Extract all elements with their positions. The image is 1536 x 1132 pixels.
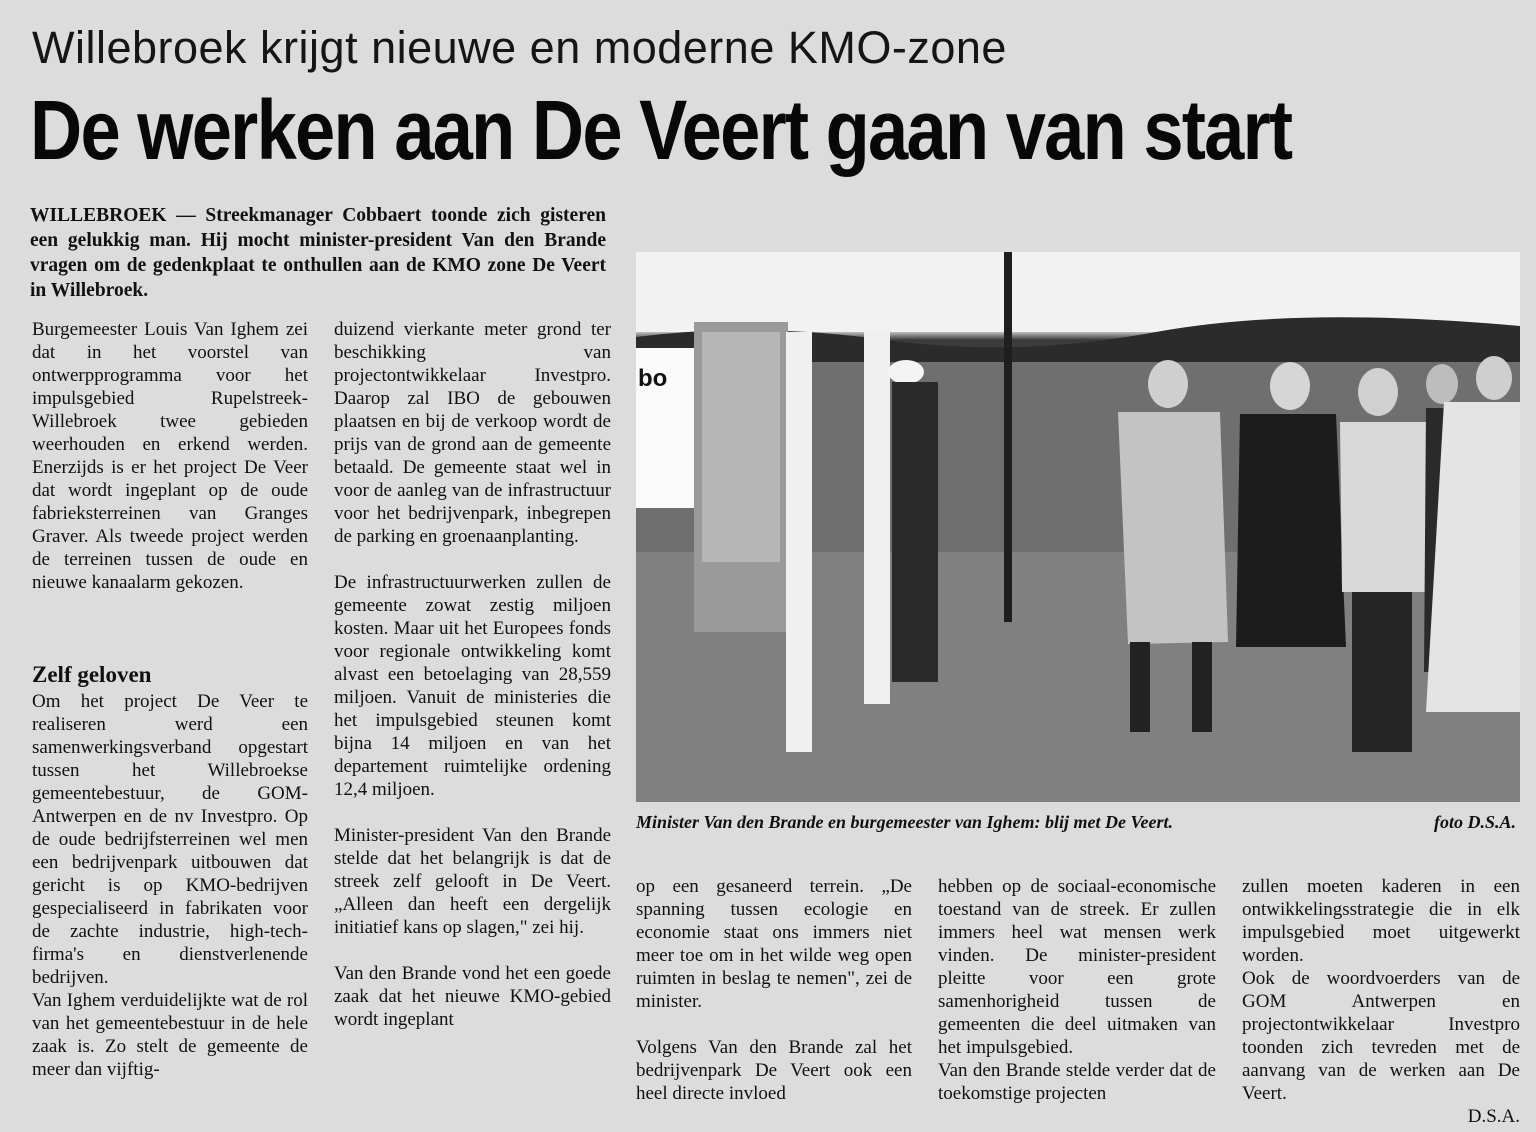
column-2	[334, 318, 611, 1031]
paragraph: Burgemeester Louis Van Ighem zei dat in het voorstel van ontwerpprogramma voor het impulsgebied Rupelstreek-Willebroek twee gebieden weerhouden en erkend werden. Enerzijds is er het project De Veer dat wordt ingeplant op de oude fabrieksterreinen van Granges Graver. Als tweede project werden de terreinen tussen de oude en nieuwe kanaalarm gekozen.	[32, 319, 308, 593]
kicker: Willebroek krijgt nieuwe en moderne KMO-zone	[32, 22, 1007, 73]
paragraph: De infrastructuurwerken zullen de gemeente zowat zestig miljoen kosten. Maar uit het Europees fonds voor regionale ontwikkeling komt alvast een betoelaging van 28,559 miljoen. Vanuit de ministeries die het impulsgebied steunen komt bijna 14 miljoen en van het departement ruimtelijke ordening 12,4 miljoen.	[334, 572, 611, 800]
paragraph: Minister-president Van den Brande stelde dat het belangrijk is dat de streek zelf gelooft in De Veert. „Alleen dan heeft een dergelijk initiatief kans op slagen," zei hij.	[334, 825, 611, 938]
paragraph: op een gesaneerd terrein. „De spanning tussen ecologie en economie staat ons immers niet meer toe om in het wilde weg open ruimten in beslag te nemen", zei de minister.	[636, 876, 912, 1012]
photo-caption	[636, 812, 1516, 833]
column-4	[938, 875, 1216, 1105]
paragraph: Volgens Van den Brande zal het bedrijvenpark De Veert ook een heel directe invloed	[636, 1037, 912, 1104]
headline: De werken aan De Veert gaan van start	[30, 83, 1292, 177]
paragraph: zullen moeten kaderen in een ontwikkelingsstrategie die in elk impulsgebied moet uitgewerkt worden.	[1242, 876, 1520, 966]
photo-illustration	[636, 252, 1520, 802]
paragraph: Ook de woordvoerders van de GOM Antwerpen en projectontwikkelaar Investpro toonden zich tevreden met de aanvang van de werken aan De Veert.	[1242, 968, 1520, 1104]
photo	[636, 252, 1520, 802]
paragraph: Van Ighem verduidelijkte wat de rol van het gemeentebestuur in de hele zaak is. Zo stelt de gemeente de meer dan vijftig-	[32, 990, 308, 1080]
paragraph: hebben op de sociaal-economische toestand van de streek. Er zullen immers heel wat mensen werk vinden. De minister-president pleitte voor een grote samenhorigheid tussen de gemeenten die deel uitmaken van het impulsgebied.	[938, 876, 1216, 1058]
signature: D.S.A.	[1467, 1106, 1520, 1127]
paragraph: Om het project De Veer te realiseren werd een samenwerkingsverband opgestart tussen het Willebroekse gemeentebestuur, de GOM-Antwerpen en de nv Investpro. Op de oude bedrijfsterreinen wel men een bedrijvenpark uitbouwen dat gericht is op KMO-bedrijven gespecialiseerd in fabrikaten voor de zachte industrie, high-tech-firma's en dienstverlenende bedrijven.	[32, 691, 308, 988]
lead-paragraph: WILLEBROEK — Streekmanager Cobbaert toonde zich gisteren een gelukkig man. Hij mocht minister-president Van den Brande vragen om de gedenkplaat te onthullen aan de KMO zone De Veert in Willebroek.	[30, 205, 606, 301]
sign-text: bo	[638, 365, 668, 392]
photo-credit: foto D.S.A.	[1433, 812, 1516, 832]
paragraph: Van den Brande stelde verder dat de toekomstige projecten	[938, 1060, 1216, 1104]
paragraph: Van den Brande vond het een goede zaak dat het nieuwe KMO-gebied wordt ingeplant	[334, 963, 611, 1030]
paragraph: duizend vierkante meter grond ter beschikking van projectontwikkelaar Investpro. Daarop zal IBO de gebouwen plaatsen en bij de verkoop wordt de prijs van de grond aan de gemeente betaald. De gemeente staat wel in voor de aanleg van de infrastructuur voor het bedrijvenpark, inbegrepen de parking en groenaanplanting.	[334, 319, 611, 547]
column-3	[636, 875, 912, 1105]
subhead: Zelf geloven	[32, 662, 152, 687]
caption-text: Minister Van den Brande en burgemeester van Ighem: blij met De Veert.	[636, 812, 1174, 832]
column-5	[1242, 875, 1520, 1128]
column-1	[32, 318, 308, 1081]
